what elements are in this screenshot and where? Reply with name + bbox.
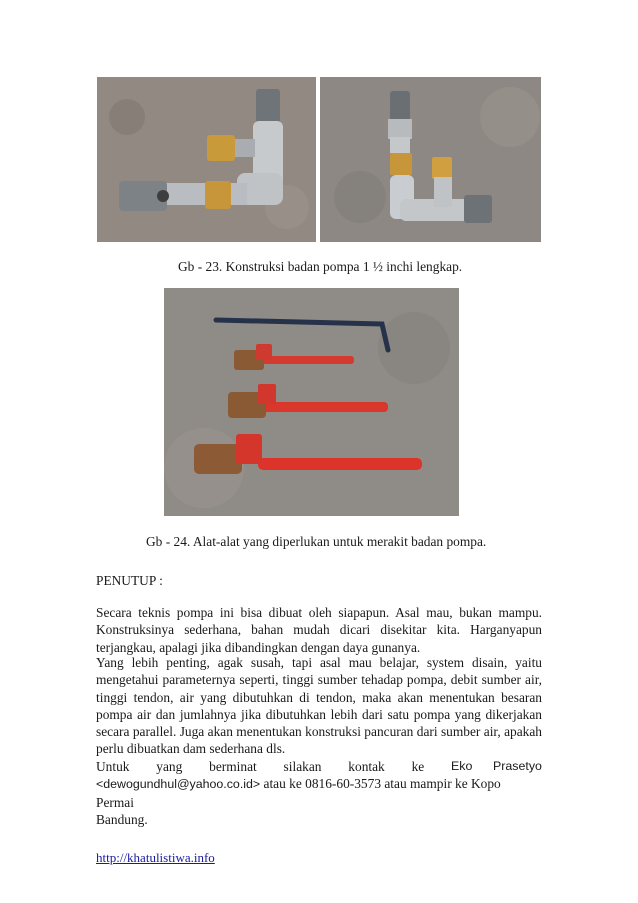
paragraph-1: Secara teknis pompa ini bisa dibuat oleh siapapun. Asal mau, bukan mampu. Konstruksinya sederhana, bahan mudah dicari disekitar kita. Harganyapun terjangkau, apalagi jika dibandingkan dengan daya gunanya.: [96, 605, 542, 655]
contact-word: yang: [156, 759, 183, 774]
contact-word: berminat: [209, 759, 257, 774]
tools-photo: [164, 288, 459, 516]
contact-line-2: [96, 775, 542, 811]
contact-paragraph: [96, 758, 542, 828]
paragraph-2: Yang lebih penting, agak susah, tapi asal mau belajar, system disain, yaitu mengetahui parameternya seperti, tinggi sumber tehadap pompa, debit sumber air, tinggi tendon, air yang dibutuhkan di tendon, maka akan menentukan besaran pompa air dan jumlahnya jika dibutuhkan lebih dari satu pompa yang dikerjakan secara parallel. Juga akan menentukan konstruksi pancuran dari sumber air, apakah perlu dibuatkan dam sederhana dls.: [96, 655, 542, 757]
contact-line-3: Bandung.: [96, 811, 148, 827]
pump-body-photo-left: [97, 77, 316, 242]
footer-link[interactable]: http://khatulistiwa.info: [96, 850, 215, 865]
pump-body-photo-right: [320, 77, 541, 242]
contact-phone-text: atau ke 0816-60-3573 atau mampir ke Kopo Permai: [96, 776, 501, 810]
contact-word: silakan: [283, 759, 322, 774]
contact-word: kontak: [348, 759, 385, 774]
contact-word: ke: [411, 759, 425, 774]
figure-24-caption: Gb - 24. Alat-alat yang diperlukan untuk merakit badan pompa.: [146, 534, 487, 549]
contact-word: Untuk: [96, 759, 130, 774]
contact-name: Eko Prasetyo: [451, 759, 542, 773]
contact-email: <dewogundhul@yahoo.co.id>: [96, 777, 261, 792]
figure-23-caption: Gb - 23. Konstruksi badan pompa 1 ½ inchi lengkap.: [178, 259, 463, 274]
section-heading: PENUTUP :: [96, 573, 163, 588]
contact-line-1: [96, 758, 542, 775]
